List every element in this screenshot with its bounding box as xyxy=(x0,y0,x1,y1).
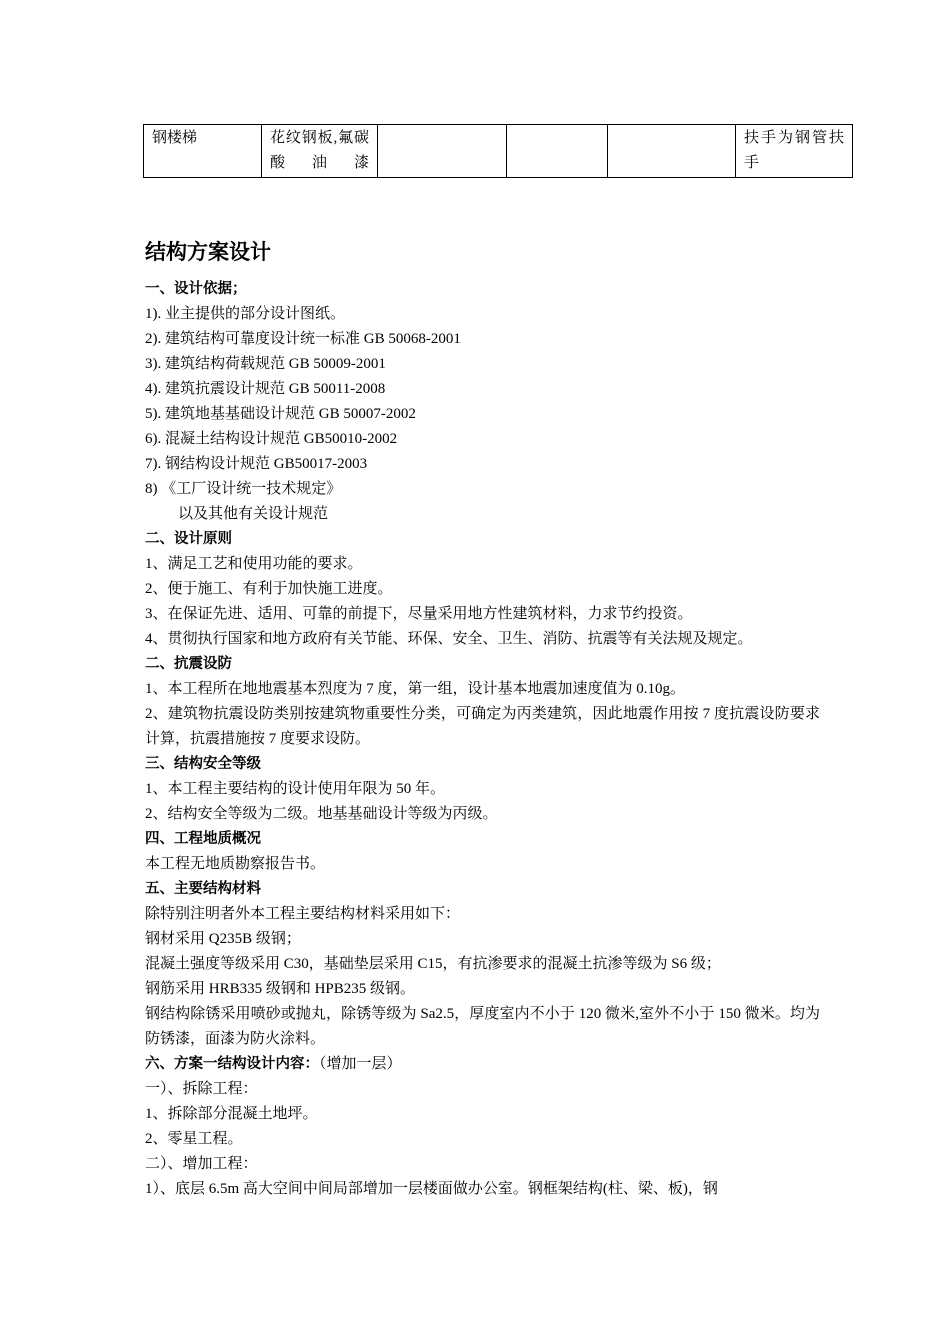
section-heading xyxy=(145,277,820,302)
body-line: 1、拆除部分混凝土地坪。 xyxy=(145,1106,318,1122)
body-line: 一）、拆除工程： xyxy=(145,1081,258,1097)
section-heading xyxy=(145,827,820,852)
heading-text: 五、主要结构材料 xyxy=(145,881,261,897)
heading-text: 六、方案一结构设计内容： xyxy=(145,1056,319,1072)
body-line: 4、贯彻执行国家和地方政府有关节能、环保、安全、卫生、消防、抗震等有关法规及规定。 xyxy=(145,631,753,647)
section-heading xyxy=(145,752,820,777)
document-body xyxy=(145,277,820,1202)
body-line: 1、满足工艺和使用功能的要求。 xyxy=(145,556,363,572)
body-line: 4). 建筑抗震设计规范 GB 50011-2008 xyxy=(145,381,386,397)
table-cell-material: 花纹钢板,氟碳酸油漆 xyxy=(262,125,378,178)
heading-note: （增加一层） xyxy=(319,1056,402,1072)
body-line: 1）、底层 6.5m 高大空间中间局部增加一层楼面做办公室。钢框架结构(柱、梁、板)，钢 xyxy=(145,1181,718,1197)
body-line: 除特别注明者外本工程主要结构材料采用如下： xyxy=(145,906,461,922)
body-line: 1). 业主提供的部分设计图纸。 xyxy=(145,306,345,322)
body-line: 二）、增加工程： xyxy=(145,1156,258,1172)
table-cell-empty xyxy=(378,125,507,178)
heading-text: 二、设计原则 xyxy=(145,531,232,547)
body-line: 1、本工程所在地地震基本烈度为 7 度，第一组，设计基本地震加速度值为 0.10g。 xyxy=(145,681,686,697)
section-title: 结构方案设计 xyxy=(145,240,271,264)
body-line: 1、本工程主要结构的设计使用年限为 50 年。 xyxy=(145,781,446,797)
body-line: 7). 钢结构设计规范 GB50017-2003 xyxy=(145,456,368,472)
body-line: 2、建筑物抗震设防类别按建筑物重要性分类，可确定为丙类建筑，因此地震作用按 7 度抗震设防要求计算，抗震措施按 7 度要求设防。 xyxy=(145,706,820,747)
body-line: 钢筋采用 HRB335 级钢和 HPB235 级钢。 xyxy=(145,981,416,997)
section-heading xyxy=(145,1052,820,1077)
heading-text: 四、工程地质概况 xyxy=(145,831,261,847)
materials-table xyxy=(143,124,853,178)
body-line: 5). 建筑地基基础设计规范 GB 50007-2002 xyxy=(145,406,416,422)
section-heading xyxy=(145,527,820,552)
table-cell-empty xyxy=(507,125,608,178)
body-line: 2). 建筑结构可靠度设计统一标准 GB 50068-2001 xyxy=(145,331,461,347)
table-cell-remark: 扶手为钢管扶手 xyxy=(736,125,853,178)
table-row xyxy=(144,125,853,178)
body-line: 钢结构除锈采用喷砂或抛丸，除锈等级为 Sa2.5，厚度室内不小于 120 微米,室外不小于 150 微米。均为防锈漆，面漆为防火涂料。 xyxy=(145,1006,820,1047)
body-line: 6). 混凝土结构设计规范 GB50010-2002 xyxy=(145,431,398,447)
section-heading xyxy=(145,652,820,677)
body-line: 2、便于施工、有利于加快施工进度。 xyxy=(145,581,393,597)
body-line: 2、零星工程。 xyxy=(145,1131,243,1147)
heading-text: 二、抗震设防 xyxy=(145,656,232,672)
table-cell-item: 钢楼梯 xyxy=(144,125,262,178)
body-line: 2、结构安全等级为二级。地基基础设计等级为丙级。 xyxy=(145,806,498,822)
body-line: 混凝土强度等级采用 C30，基础垫层采用 C15，有抗渗要求的混凝土抗渗等级为 S6 级； xyxy=(145,956,721,972)
body-line: 钢材采用 Q235B 级钢； xyxy=(145,931,301,947)
body-line: 本工程无地质勘察报告书。 xyxy=(145,856,326,872)
heading-text: 一、设计依据； xyxy=(145,281,247,297)
body-line: 8) 《工厂设计统一技术规定》 xyxy=(145,481,342,497)
body-line: 3、在保证先进、适用、可靠的前提下，尽量采用地方性建筑材料，力求节约投资。 xyxy=(145,606,693,622)
table-cell-empty xyxy=(608,125,736,178)
body-line: 以及其他有关设计规范 xyxy=(178,506,329,522)
body-line: 3). 建筑结构荷载规范 GB 50009-2001 xyxy=(145,356,386,372)
section-heading xyxy=(145,877,820,902)
heading-text: 三、结构安全等级 xyxy=(145,756,261,772)
